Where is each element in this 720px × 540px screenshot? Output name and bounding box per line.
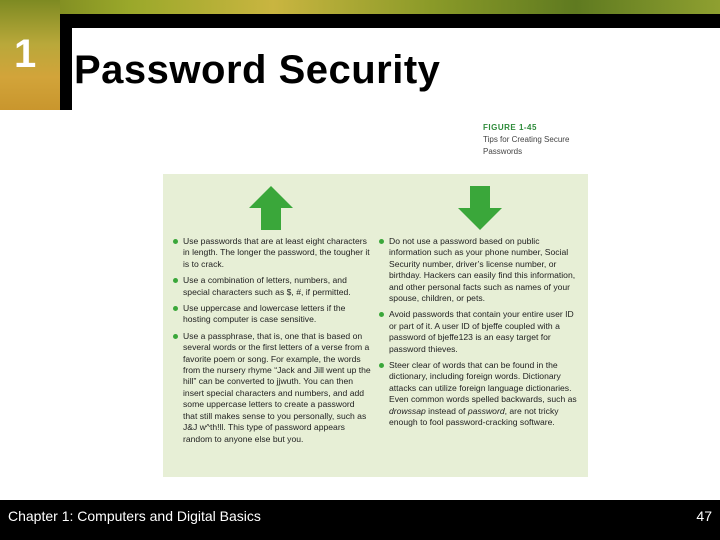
bullet-icon bbox=[379, 363, 384, 368]
dont-tips-list bbox=[379, 236, 577, 434]
title-rule-vertical bbox=[60, 14, 72, 110]
up-arrow-icon bbox=[247, 186, 295, 230]
figure-caption bbox=[483, 122, 593, 158]
page-title: Password Security bbox=[74, 48, 441, 92]
list-item: Steer clear of words that can be found in the dictionary, including foreign words. Dictionary attacks can utilize foreign language dictionaries. Even common words spelled backwards, such as drowssap instead of password, are not tricky enough to fool password-cracking software. bbox=[379, 360, 577, 428]
chapter-number: 1 bbox=[14, 32, 37, 76]
figure-caption-line: Tips for Creating Secure bbox=[483, 135, 570, 144]
footer-bar bbox=[0, 500, 720, 540]
list-item: Use a combination of letters, numbers, and special characters such as $, #, if permitted. bbox=[173, 275, 371, 298]
page-number: 47 bbox=[696, 508, 712, 524]
list-item: Use passwords that are at least eight characters in length. The longer the password, the tougher it is to crack. bbox=[173, 236, 371, 270]
title-rule bbox=[60, 14, 720, 28]
password-tips-figure bbox=[163, 174, 588, 477]
list-item: Do not use a password based on public information such as your phone number, Social Security number, driver’s license number, or birthday. Hackers can easily find this information, and other personal facts such as names of your spouse, children, or pets. bbox=[379, 236, 577, 304]
figure-caption-line: Passwords bbox=[483, 147, 523, 156]
figure-label: FIGURE 1-45 bbox=[483, 123, 537, 132]
bullet-icon bbox=[379, 312, 384, 317]
footer-chapter-title: Chapter 1: Computers and Digital Basics bbox=[8, 508, 261, 524]
list-item: Avoid passwords that contain your entire user ID or part of it. A user ID of bjeffe coupled with a password of bjeffe123 is an easy target for password thieves. bbox=[379, 309, 577, 355]
bullet-icon bbox=[173, 278, 178, 283]
down-arrow-icon bbox=[456, 186, 504, 230]
bullet-icon bbox=[379, 239, 384, 244]
bullet-icon bbox=[173, 239, 178, 244]
list-item: Use uppercase and lowercase letters if the hosting computer is case sensitive. bbox=[173, 303, 371, 326]
list-item: Use a passphrase, that is, one that is based on several words or the first letters of a verse from a favorite poem or song. For example, the words from the nursery rhyme “Jack and Jill went up the hill” can be converted to jjwuth. You can then insert special characters and numbers, and add some uppercase letters to create a password that still makes sense to you personally, such as J&J w^th!ll. This type of password appears random to anyone else but you. bbox=[173, 331, 371, 445]
do-tips-list bbox=[173, 236, 371, 450]
bullet-icon bbox=[173, 334, 178, 339]
bullet-icon bbox=[173, 306, 178, 311]
